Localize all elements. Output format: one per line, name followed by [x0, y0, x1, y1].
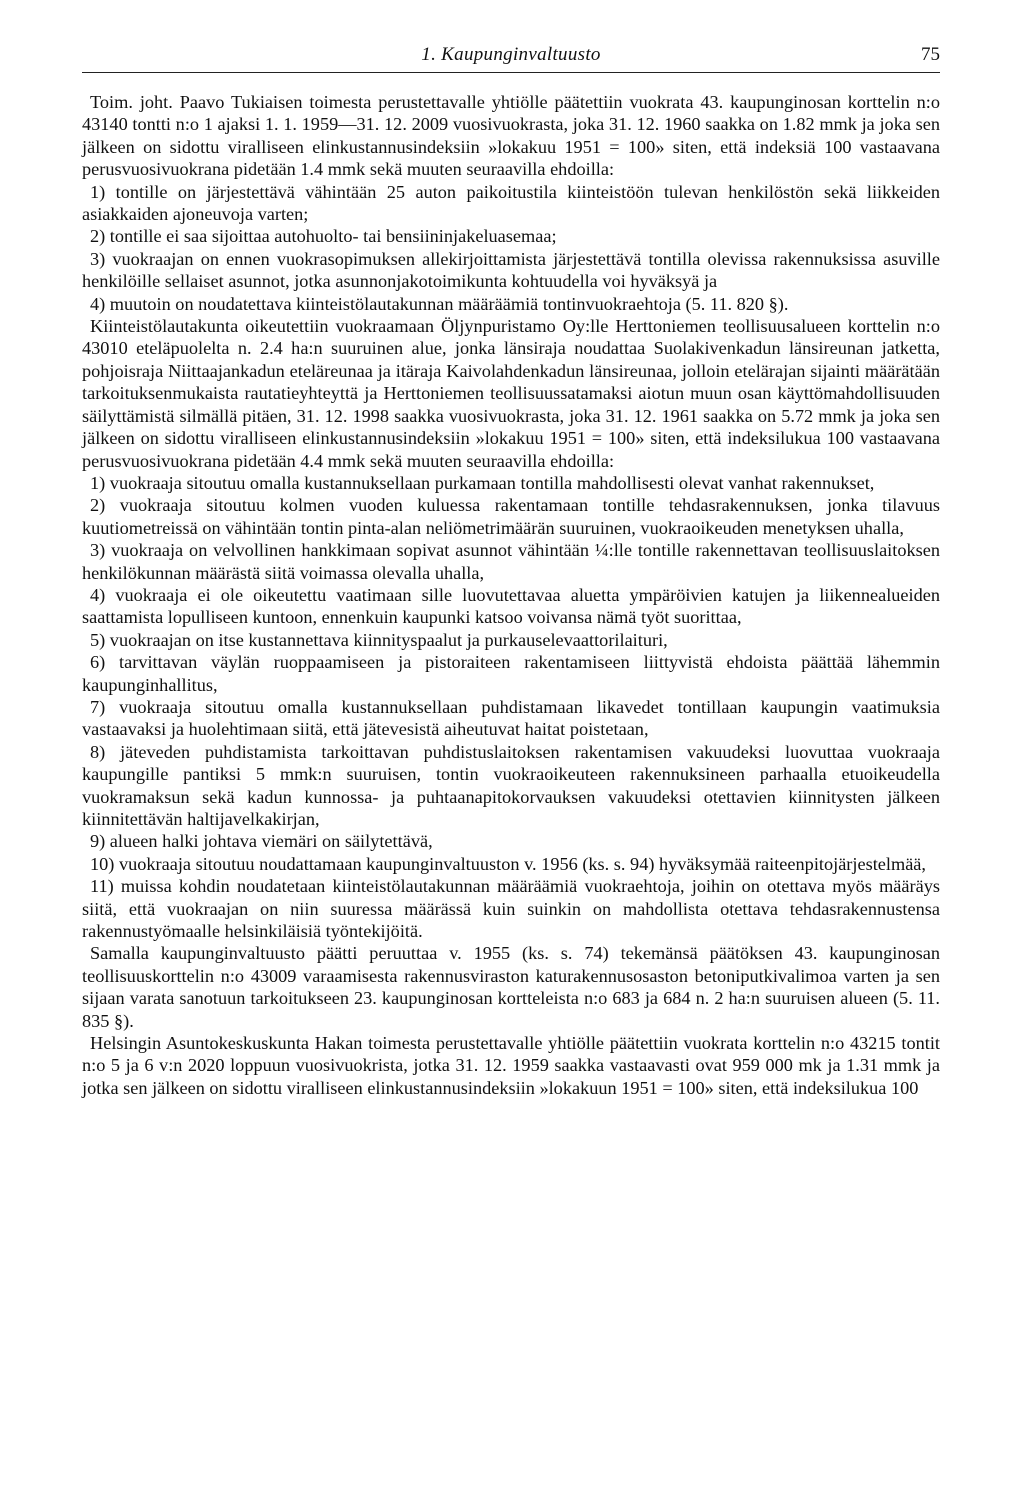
page-header	[82, 42, 940, 73]
list-item-7: 3) vuokraaja on velvollinen hankkimaan sopivat asunnot vähintään ¼:lle tontille rakennettavan teollisuuslaitoksen henkilökunnan määrästä siitä voimassa olevalla uhalla,	[82, 540, 940, 583]
list-item-10: 6) tarvittavan väylän ruoppaamiseen ja pistoraiteen rakentamiseen liittyvistä ehdoista päättää lähemmin kaupunginhallitus,	[82, 652, 940, 695]
list-item-15: 11) muissa kohdin noudatetaan kiinteistölautakunnan määräämiä vuokraehtoja, joihin on otettava myös määräys siitä, että vuokraajan on niin suuressa määrässä kuin suinkin on mahdollista otettava tehdasrakennustensa rakennustyömaalle helsinkiläisiä työntekijöitä.	[82, 876, 940, 942]
list-item-5: 1) vuokraaja sitoutuu omalla kustannuksellaan purkamaan tontilla mahdollisesti olevat vanhat rakennukset,	[90, 472, 875, 493]
list-item-12: 8) jäteveden puhdistamista tarkoittavan puhdistuslaitoksen rakentamisen vakuudeksi luovuttaa vuokraaja kaupungille pantiksi 5 mmk:n suuruisen, tontin vuokraoikeuteen rakennuksineen parhaalla etuoikeudella vuokramaksun sekä kadun kunnossa- ja puhtaanapitokorvauksen vakuudeksi otettavien kiinnitysten jälkeen kiinnitettävän haltijavelkakirjan,	[82, 741, 940, 829]
paragraph-1: Toim. joht. Paavo Tukiaisen toimesta perustettavalle yhtiölle päätettiin vuokrata 43. kaupunginosan korttelin n:o 43140 tontti n:o 1 ajaksi 1. 1. 1959—31. 12. 2009 vuosivuokrasta, joka 31. 12. 1960 saakka on 1.82 mmk ja joka sen jälkeen on sidottu viralliseen elinkustannusindeksiin »lokakuu 1951 = 100» siten, että indeksiä 100 vastaavana perusvuosivuokrana pidetään 1.4 mmk sekä muuten seuraavilla ehdoilla:	[82, 92, 940, 180]
list-item-2: 2) tontille ei saa sijoittaa autohuolto- tai bensiininjakeluasemaa;	[90, 226, 557, 247]
paragraph-4: Helsingin Asuntokeskuskunta Hakan toimesta perustettavalle yhtiölle päätettiin vuokrata korttelin n:o 43215 tontit n:o 5 ja 6 v:n 2020 loppuun vuosivuokrista, jotka 31. 12. 1959 saakka vastaavasti ovat 959 000 mk ja 1.31 mmk ja jotka sen jälkeen on sidottu viralliseen elinkustannusindeksiin »lokakuun 1951 = 100» siten, että indeksilukua 100	[82, 1033, 940, 1098]
paragraph-3: Samalla kaupunginvaltuusto päätti peruuttaa v. 1955 (ks. s. 74) tekemänsä päätöksen 43. kaupunginosan teollisuuskorttelin n:o 43009 varaamisesta rakennusviraston katurakennusosaston betoniputkivalimoa varten ja sen sijaan varata sanotuun tarkoitukseen 23. kaupunginosan kortteleista n:o 683 ja 684 n. 2 ha:n suuruisen alueen (5. 11. 835 §).	[82, 943, 940, 1031]
list-item-1: 1) tontille on järjestettävä vähintään 25 auton paikoitustila kiinteistöön tulevan henkilöstön sekä liikkeiden asiakkaiden ajoneuvoja varten;	[82, 181, 940, 225]
list-item-13: 9) alueen halki johtava viemäri on säilytettävä,	[90, 831, 433, 852]
body-text	[82, 91, 940, 1099]
list-item-8: 4) vuokraaja ei ole oikeutettu vaatimaan sille luovutettavaa aluetta ympäröivien katujen ja liikennealueiden saattamista lopulliseen kuntoon, ennenkuin kaupunki katsoo voivansa nämä työt suorittaa,	[82, 584, 940, 628]
page-number: 75	[921, 44, 940, 65]
paragraph-2: Kiinteistölautakunta oikeutettiin vuokraamaan Öljynpuristamo Oy:lle Herttoniemen teollisuusalueen korttelin n:o 43010 eteläpuolelta n. 2.4 ha:n suuruinen alue, jonka länsiraja noudattaa Suolakivenkadun länsireunan jatketta, pohjoisraja Niittaajankadun eteläreunaa ja itäraja Kaivolahdenkadun länsireunaa, jolloin etelärajan sijainti määrätään tarkoituksenmukaista rautatieyhteyttä ja Herttoniemen teollisuussatamaksi aiotun muun osan käyttömahdollisuuden säilyttämistä silmällä pitäen, 31. 12. 1998 saakka vuosivuokrasta, joka 31. 12. 1961 saakka on 5.72 mmk ja joka sen jälkeen on sidottu viralliseen elinkustannusindeksiin »lokakuu 1951 = 100» siten, että indeksilukua 100 vastaavana perusvuosivuokrana pidetään 4.4 mmk sekä muuten seuraavilla ehdoilla:	[82, 316, 940, 471]
list-item-4: 4) muutoin on noudatettava kiinteistölautakunnan määräämiä tontinvuokraehtoja (5. 11. 820 §).	[90, 293, 789, 314]
list-item-11: 7) vuokraaja sitoutuu omalla kustannuksellaan puhdistamaan likavedet tontillaan kaupungin vaatimuksia vastaavaksi ja huolehtimaan siitä, että jätevesistä aiheutuvat haitat poistetaan,	[82, 696, 940, 740]
list-item-6: 2) vuokraaja sitoutuu kolmen vuoden kuluessa rakentamaan tontille tehdasrakennuksen, jonka tilavuus kuutiometreissä on vähintään tontin pinta-alan neliömetrimäärän suuruinen, vuokraoikeuden menetyksen uhalla,	[82, 495, 940, 538]
running-title: 1. Kaupunginvaltuusto	[421, 44, 601, 65]
list-item-3: 3) vuokraajan on ennen vuokrasopimuksen allekirjoittamista järjestettävä tontilla olevissa rakennuksissa asuville henkilöille sellaiset asunnot, jotka asunnonjakotoimikunta kohtuudella voi hyväksyä ja	[82, 248, 940, 292]
list-item-9: 5) vuokraajan on itse kustannettava kiinnityspaalut ja purkauselevaattorilaituri,	[90, 629, 668, 650]
list-item-14: 10) vuokraaja sitoutuu noudattamaan kaupunginvaltuuston v. 1956 (ks. s. 94) hyväksymää raiteenpitojärjestelmää,	[90, 853, 926, 874]
